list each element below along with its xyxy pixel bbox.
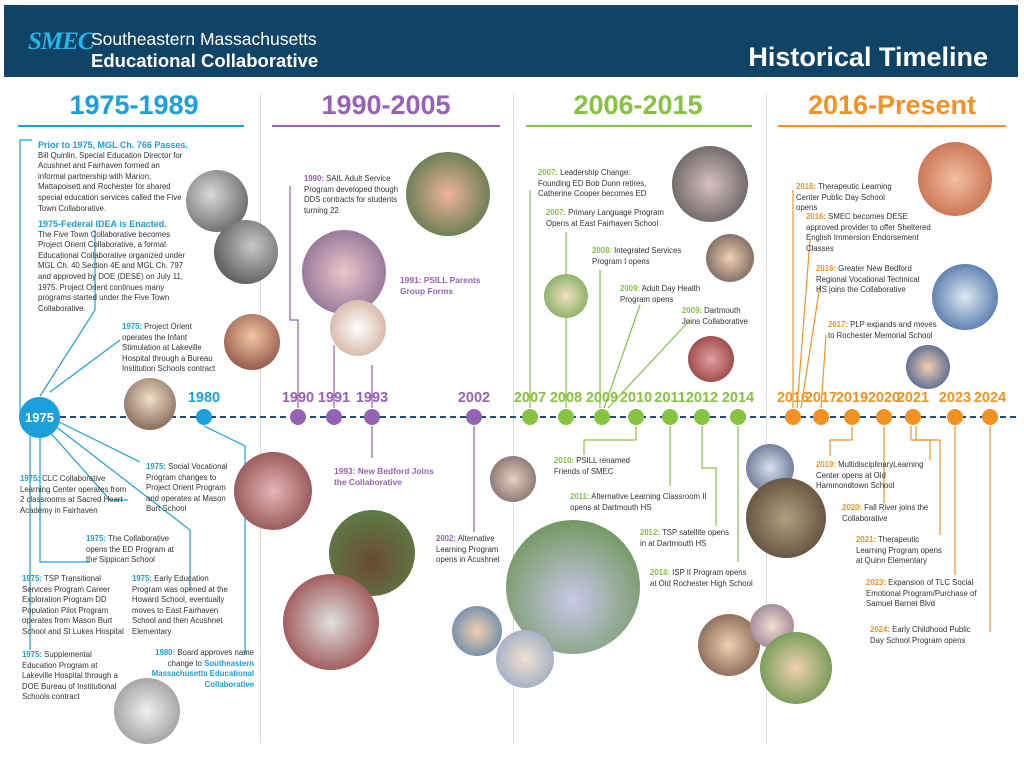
year-dot-2002 — [466, 409, 482, 425]
event-2014-isp-ii — [650, 568, 754, 589]
event-heading: 2002: — [436, 534, 456, 543]
year-label-2017: 2017 — [804, 390, 838, 406]
year-dot-2017 — [813, 409, 829, 425]
event-text: SMEC becomes DESE approved provider to offer Sheltered English Immersion Endorsement Classes — [806, 212, 931, 253]
event-2021-tlp — [856, 535, 946, 567]
org-name-line2: Educational Collaborative — [91, 50, 319, 71]
event-heading: 1975: — [22, 574, 42, 583]
event-heading: 2009: — [682, 306, 702, 315]
event-heading: 1980: — [155, 648, 176, 657]
year-dot-2016 — [785, 409, 801, 425]
year-label-2023: 2023 — [938, 390, 972, 406]
event-2009-dartmouth — [682, 306, 752, 327]
event-2019-mlc — [816, 460, 928, 492]
event-heading: 2007: — [538, 168, 558, 177]
photo-circle — [544, 274, 588, 318]
photo-circle — [906, 345, 950, 389]
event-text: MultidisciplinaryLearning Center opens at Old Hammondtown School — [816, 460, 924, 491]
photo-circle — [760, 632, 832, 704]
event-2020-fall-river — [842, 503, 938, 524]
event-text: Therapeutic Learning Center Public Day School opens — [796, 182, 892, 213]
event-1990-sail — [304, 174, 404, 216]
event-heading: 2010: — [554, 456, 574, 465]
event-text: Social Vocational Program changes to Project Orient Program and operates at Mason Burt School — [146, 462, 228, 514]
event-2002-alternative-learning — [436, 534, 506, 566]
event-2008-integrated-services — [592, 246, 702, 267]
year-label-2014: 2014 — [721, 390, 755, 406]
event-text: CLC Collaborative Learning Center operates from 2 classrooms at Sacred Heart Academy in Fairhaven — [20, 474, 127, 515]
photo-circle — [124, 378, 176, 430]
event-2009-adult-day-health — [620, 284, 710, 305]
year-label-2012: 2012 — [685, 390, 719, 406]
event-heading: 2016: — [796, 182, 816, 191]
event-heading: 1975: — [20, 474, 40, 483]
event-heading: 1975: — [122, 322, 142, 331]
year-dot-1991 — [326, 409, 342, 425]
year-dot-2007 — [522, 409, 538, 425]
year-label-2020: 2020 — [867, 390, 901, 406]
event-heading: 1975: — [132, 574, 152, 583]
event-1975-idea — [38, 219, 194, 314]
year-dot-2012 — [694, 409, 710, 425]
event-heading: 1975: — [86, 534, 106, 543]
year-label-2010: 2010 — [619, 390, 653, 406]
event-text: PSILL renamed Friends of SMEC — [554, 456, 631, 476]
org-name-line1: Southeastern Massachusetts — [91, 29, 317, 49]
event-text: TSP Transitional Services Program Career Exploration Program DD Population Pilot Program operates from Mason Burt School and St Lukes Hospital — [22, 574, 124, 636]
event-text: Primary Language Program Opens at East Fairhaven School — [546, 208, 664, 228]
year-label-1990: 1990 — [281, 390, 315, 406]
photo-circle — [496, 630, 554, 688]
event-2010-psill-renamed — [554, 456, 640, 477]
era-heading-2016-present: 2016-Present — [807, 90, 977, 120]
photo-circle — [224, 314, 280, 370]
event-heading: 2017: — [828, 320, 848, 329]
event-1975-clc — [20, 474, 130, 516]
event-2016-sei — [806, 212, 942, 254]
year-label-2002: 2002 — [457, 390, 491, 406]
year-dot-2021 — [905, 409, 921, 425]
photo-circle — [330, 300, 386, 356]
event-text: The Five Town Collaborative becomes Project Orient Collaborative, a formal Educational Collaborative organized under MGL Ch. 40 Section 4E and MGL Ch. 797 and approved by DOE (DESE) on July 11, 1975. Project Orient continues many programs started under the Five Town Collaborative. — [38, 229, 185, 313]
event-1975-early-education — [132, 574, 230, 638]
photo-circle — [932, 264, 998, 330]
photo-circle — [452, 606, 502, 656]
year-label-1980: 1980 — [187, 390, 221, 406]
event-2016-gnb-voc — [816, 264, 932, 296]
year-dot-1990 — [290, 409, 306, 425]
page-title: Historical Timeline — [748, 42, 988, 72]
event-1993-new-bedford — [334, 466, 434, 487]
event-2011-alt-learning-ii — [570, 492, 710, 513]
event-text: Early Education Program was opened at the Howard School, eventually moves to East Fairhaven School and then Acushnet Elementary — [132, 574, 228, 636]
year-label-2011: 2011 — [654, 390, 686, 406]
event-text: Expansion of TLC Social Emotional Program/Purchase of Samuel Barnet Blvd — [866, 578, 977, 609]
event-2023-tlc-expansion — [866, 578, 980, 610]
era-heading-1975-1989: 1975-1989 — [69, 90, 199, 120]
event-heading: 2019: — [816, 460, 836, 469]
event-heading: 1990: — [304, 174, 324, 183]
event-text: Project Orient operates the Infant Stimulation at Lakeville Hospital through a Bureau Institution Schools contract — [122, 322, 216, 374]
year-label-1993: 1993 — [355, 390, 389, 406]
event-text: Supplemental Education Program at Lakeville Hospital through a DOE Bureau of Institutional Schools contract — [22, 650, 118, 702]
year-1975-badge: 1975 — [19, 397, 60, 438]
photo-circle — [706, 234, 754, 282]
event-text: The Collaborative opens the ED Program at the Sippican School — [86, 534, 174, 565]
event-1975-ed-program — [86, 534, 186, 566]
event-heading: 1975: — [146, 462, 166, 471]
event-heading: 2007: — [546, 208, 566, 217]
photo-circle — [490, 456, 536, 502]
year-dot-1980 — [196, 409, 212, 425]
era-heading-1990-2005: 1990-2005 — [321, 90, 451, 120]
smec-logo: SMEC — [28, 28, 94, 55]
event-heading: 2008: — [592, 246, 612, 255]
event-1980-name-change — [150, 648, 254, 690]
year-dot-2023 — [947, 409, 963, 425]
event-2017-plp — [828, 320, 940, 341]
photo-circle — [214, 220, 278, 284]
event-text: Dartmouth Joins Collaborative — [682, 306, 748, 326]
year-dot-2020 — [876, 409, 892, 425]
year-dot-2014 — [730, 409, 746, 425]
event-highlight: Southeastern Massachusetts Educational Collaborative — [151, 658, 254, 689]
year-dot-2011 — [662, 409, 678, 425]
event-heading: 1975-Federal IDEA is Enacted. — [38, 219, 167, 229]
event-heading: 2016: — [816, 264, 836, 273]
event-text: Alternative Learning Classroom II opens at Dartmouth HS — [570, 492, 707, 512]
year-dot-2019 — [844, 409, 860, 425]
event-text: Greater New Bedford Regional Vocational Technical HS joins the Collaborative — [816, 264, 920, 295]
event-text: PLP expands and moves to Rochester Memorial School — [828, 320, 937, 340]
year-dot-1993 — [364, 409, 380, 425]
event-1991-psill — [400, 275, 496, 296]
event-2024-early-childhood — [870, 625, 982, 646]
era-heading-2006-2015: 2006-2015 — [573, 90, 703, 120]
year-label-2009: 2009 — [585, 390, 619, 406]
event-heading: 1993: New Bedford Joins the Collaborative — [334, 466, 434, 487]
year-label-2019: 2019 — [835, 390, 869, 406]
event-text: TSP satellite opens in at Dartmouth HS — [640, 528, 730, 548]
event-2012-tsp-satellite — [640, 528, 734, 549]
event-1975-tsp — [22, 574, 124, 638]
event-heading: 2014: — [650, 568, 670, 577]
photo-circle — [406, 152, 490, 236]
year-label-2008: 2008 — [549, 390, 583, 406]
event-1975-infant-stimulation — [122, 322, 222, 375]
year-dot-2008 — [558, 409, 574, 425]
event-heading: 2020: — [842, 503, 862, 512]
event-text: Early Childhood Public Day School Program opens — [870, 625, 971, 645]
event-prior-1975 — [38, 140, 188, 214]
event-heading: 2016: — [806, 212, 826, 221]
event-1975-supplemental-education — [22, 650, 122, 703]
year-label-2016: 2016 — [776, 390, 810, 406]
event-heading: Prior to 1975, MGL Ch. 766 Passes. — [38, 140, 188, 150]
year-dot-2010 — [628, 409, 644, 425]
year-label-2007: 2007 — [513, 390, 547, 406]
event-heading: 2021: — [856, 535, 876, 544]
event-heading: 2023: — [866, 578, 886, 587]
event-2007-primary-language — [546, 208, 674, 229]
photo-circle — [918, 142, 992, 216]
event-heading: 1991: PSILL Parents Group Forms — [400, 275, 481, 296]
event-text: SAIL Adult Service Program developed though DDS contracts for students turning 22 — [304, 174, 399, 215]
year-label-2024: 2024 — [973, 390, 1007, 406]
year-dot-2009 — [594, 409, 610, 425]
event-text: Leadership Change: Founding ED Bob Dunn retires, Catherine Cooper becomes ED — [538, 168, 647, 199]
event-heading: 2011: — [570, 492, 590, 501]
event-2007-leadership — [538, 168, 658, 200]
photo-circle — [688, 336, 734, 382]
event-text: Adult Day Health Program opens — [620, 284, 701, 304]
photo-circle — [234, 452, 312, 530]
photo-circle — [283, 574, 379, 670]
event-heading: 2012: — [640, 528, 660, 537]
year-dot-2024 — [982, 409, 998, 425]
event-text: Integrated Services Program I opens — [592, 246, 682, 266]
photo-circle — [302, 230, 386, 314]
event-text: ISP II Program opens at Old Rochester High School — [650, 568, 753, 588]
event-text: Board approves name change to — [167, 648, 254, 668]
event-text: Fall River joins the Collaborative — [842, 503, 929, 523]
event-1975-social-vocational — [146, 462, 232, 515]
event-2016-tlc — [796, 182, 908, 214]
year-label-1991: 1991 — [317, 390, 351, 406]
event-text: Therapeutic Learning Program opens at Quinn Elementary — [856, 535, 942, 566]
photo-circle — [672, 146, 748, 222]
event-heading: 1975: — [22, 650, 42, 659]
event-text: Alternative Learning Program opens in Acushnet — [436, 534, 500, 565]
event-heading: 2024: — [870, 625, 890, 634]
photo-circle — [746, 478, 826, 558]
event-text: Bill Quinlin, Special Education Director for Acushnet and Fairhaven formed an informal partnership with Marion, Mattapoisett and Rochester for shared special education services called the Five Town Collaborative. — [38, 150, 183, 213]
event-heading: 2009: — [620, 284, 640, 293]
year-label-2021: 2021 — [896, 390, 930, 406]
